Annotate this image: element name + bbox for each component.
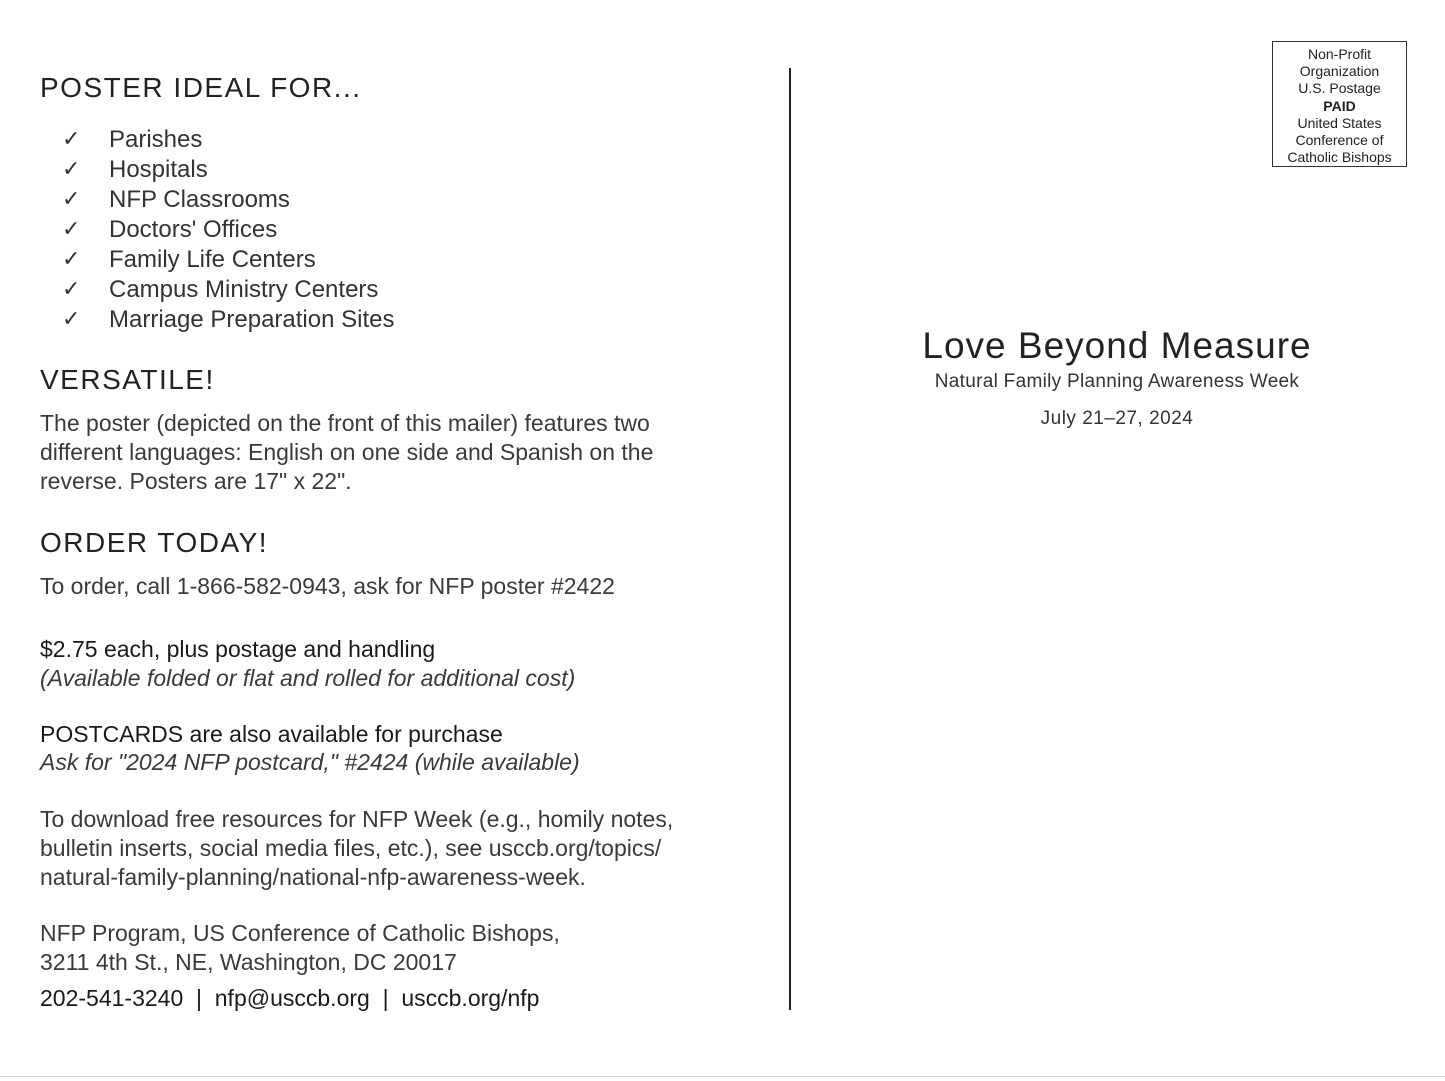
campaign-subtitle: Natural Family Planning Awareness Week [934,371,1300,392]
contact-line: 202-541-3240 | nfp@usccb.org | usccb.org/nfp [40,985,540,1011]
list-item [62,305,394,335]
check-icon: ✓ [62,187,81,212]
postcards-note: Ask for "2024 NFP postcard," #2424 (while available) [40,749,580,775]
list-item [62,125,394,155]
check-icon: ✓ [62,217,81,242]
item-label: Hospitals [109,156,208,183]
versatile-heading: VERSATILE! [40,364,215,395]
item-label: NFP Classrooms [109,186,290,213]
price-note: (Available folded or flat and rolled for additional cost) [40,665,576,691]
ideal-list [62,125,394,335]
indicia-line: United States [1297,114,1382,131]
item-label: Marriage Preparation Sites [109,306,395,333]
text-line: 3211 4th St., NE, Washington, DC 20017 [40,949,457,975]
text-line: different languages: English on one side and Spanish on the [40,439,654,465]
indicia-line: Catholic Bishops [1287,149,1392,166]
item-label: Campus Ministry Centers [109,276,379,303]
postcards-line: POSTCARDS are also available for purchase [40,721,503,747]
indicia-line: U.S. Postage [1298,80,1381,97]
download-paragraph [40,805,673,892]
indicia-paid: PAID [1323,97,1356,114]
list-item [62,185,394,215]
price-line: $2.75 each, plus postage and handling [40,636,436,662]
address-block [40,919,560,977]
item-label: Family Life Centers [109,246,316,273]
vertical-divider [789,68,791,1010]
check-icon: ✓ [62,307,81,332]
text-line: reverse. Posters are 17" x 22". [40,468,352,494]
card-edge [0,1076,1445,1077]
versatile-paragraph [40,409,653,496]
list-item [62,155,394,185]
check-icon: ✓ [62,277,81,302]
list-item [62,215,394,245]
indicia-line: Organization [1299,63,1380,80]
indicia-line: Non-Profit [1307,46,1372,62]
text-line: The poster (depicted on the front of this mailer) features two [40,410,650,436]
check-icon: ✓ [62,127,81,152]
ideal-heading: POSTER IDEAL FOR... [40,72,362,103]
indicia-line: Conference of [1295,132,1384,149]
order-heading: ORDER TODAY! [40,527,269,558]
campaign-dates: July 21–27, 2024 [1040,408,1194,429]
order-line: To order, call 1-866-582-0943, ask for NFP poster #2422 [40,573,615,599]
campaign-title: Love Beyond Measure [922,325,1312,366]
text-line: To download free resources for NFP Week (e.g., homily notes, [40,806,674,832]
check-icon: ✓ [62,247,81,272]
text-line: natural-family-planning/national-nfp-awareness-week. [40,864,586,890]
postage-indicia [1272,41,1407,167]
text-line: NFP Program, US Conference of Catholic Bishops, [40,920,560,946]
list-item [62,275,394,305]
list-item [62,245,394,275]
item-label: Doctors' Offices [109,216,278,243]
item-label: Parishes [109,126,203,153]
check-icon: ✓ [62,157,81,182]
text-line: bulletin inserts, social media files, etc.), see usccb.org/topics/ [40,835,662,861]
